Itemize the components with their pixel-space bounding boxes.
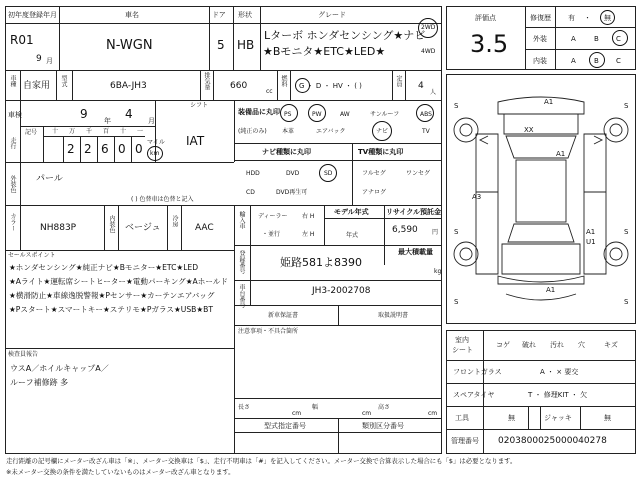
s-mark: S bbox=[624, 102, 629, 110]
damage-mark: A1 bbox=[544, 98, 554, 106]
damage-mark: A1 bbox=[556, 150, 566, 158]
recycle-unit: 円 bbox=[432, 229, 439, 236]
management-number: 0203800025000040278 bbox=[498, 436, 607, 446]
mileage-digit: 2 bbox=[67, 142, 75, 156]
model-label: 型式 bbox=[60, 75, 67, 87]
drive-4wd: 4WD bbox=[421, 48, 436, 55]
height-unit: cm bbox=[428, 410, 438, 417]
mileage-row-line bbox=[43, 136, 145, 137]
s-mark: S bbox=[454, 228, 459, 236]
first-reg-label: 初年度登録年月 bbox=[8, 11, 57, 19]
inspection-month: 4 bbox=[125, 107, 133, 121]
equipment-item: 本革 bbox=[282, 128, 295, 135]
fuel-label: 燃料 bbox=[280, 75, 287, 87]
navi-item: CD bbox=[246, 189, 255, 196]
tv-item: アナログ bbox=[362, 189, 387, 196]
exterior-grade-label: 外装 bbox=[533, 35, 547, 43]
mile-label: マイル bbox=[147, 139, 165, 146]
first-reg-month-unit: 月 bbox=[46, 57, 53, 65]
equipment-circle bbox=[308, 104, 326, 122]
tv-header: TV種類に丸印 bbox=[358, 148, 404, 156]
grade-line-2: ★Bモニタ★ETC★LED★ bbox=[263, 45, 386, 58]
seat-item: キズ bbox=[604, 341, 618, 349]
import-label: 輸入車 bbox=[238, 211, 245, 229]
equipment-item: PS bbox=[284, 111, 292, 118]
model-year-label: モデル年式 bbox=[334, 208, 369, 216]
navi-item: DVD bbox=[286, 170, 300, 177]
seat-item: 汚れ bbox=[550, 341, 564, 349]
mileage-divider bbox=[131, 136, 132, 162]
color-code-label: カラー bbox=[9, 213, 16, 231]
equipment-item: AW bbox=[340, 111, 350, 118]
equipment-circle bbox=[416, 104, 434, 122]
mileage-digit: 0 bbox=[118, 142, 126, 156]
inspector-line: ルーフ補修跡 多 bbox=[10, 378, 69, 387]
width-label: 幅 bbox=[312, 404, 319, 411]
navi-item: DVD再生可 bbox=[276, 189, 308, 196]
seat-label-1: 室内 bbox=[455, 336, 469, 344]
mileage-unit-label: 万 bbox=[69, 128, 76, 135]
navi-item: SD bbox=[324, 170, 333, 177]
import-parallel: ・並行 bbox=[262, 231, 281, 238]
repair-no: 無 bbox=[604, 14, 611, 22]
equipment-item: PW bbox=[312, 111, 322, 118]
capacity-unit: 人 bbox=[430, 89, 437, 96]
footer-note-1: 走行距離の記号欄にメーター改ざん車は「※」、メーター交換車は「$」、走行不明車は「#」を記入してください。メーター交換で合算表示した場合にも「$」は必要となります。 bbox=[6, 457, 517, 465]
damage-mark: U1 bbox=[586, 238, 596, 246]
model-year-unit: 年式 bbox=[346, 232, 359, 239]
inspector-line: ウスA／ホイルキャップA／ bbox=[10, 364, 109, 373]
max-load-label: 最大積載量 bbox=[398, 248, 433, 256]
repair-yes: 有 bbox=[568, 14, 575, 22]
shape-label: 形状 bbox=[238, 11, 252, 19]
length-label: 長さ bbox=[238, 404, 251, 411]
mileage-digit: 6 bbox=[101, 142, 109, 156]
inspection-year-unit: 年 bbox=[104, 117, 111, 125]
navi-sd-circle bbox=[319, 164, 337, 182]
windshield-label: フロントガラス bbox=[453, 368, 502, 376]
grade-label: グレード bbox=[318, 11, 346, 19]
evaluation-score: 3.5 bbox=[470, 30, 509, 58]
shift-type: IAT bbox=[186, 134, 205, 148]
mileage-unit-label: 十 bbox=[120, 128, 127, 135]
km-unit: km bbox=[150, 150, 160, 157]
interior-color-label: 内装色 bbox=[108, 215, 115, 233]
sales-point-line: ★ホンダセンシング★純正ナビ★Bモニター★ETC★LED bbox=[9, 263, 199, 272]
equipment-item: ナビ bbox=[376, 128, 389, 135]
damage-mark: XX bbox=[524, 126, 534, 134]
grade-line-1: Lターボ ホンダセンシング★ナビ bbox=[264, 29, 426, 42]
mileage-note-label: 記号 bbox=[25, 129, 38, 136]
mileage-digit: 0 bbox=[135, 142, 143, 156]
class-number-label: 類別区分番号 bbox=[362, 422, 404, 430]
displacement-value: 660 bbox=[230, 81, 248, 91]
model-code: 6BA-JH3 bbox=[110, 81, 147, 91]
import-dealer: ディーラー bbox=[258, 213, 288, 220]
recycle-label: リサイクル預託金 bbox=[386, 208, 442, 216]
equipment-sub: (純正のみ) bbox=[238, 128, 267, 135]
exterior-grade-circle bbox=[612, 30, 628, 46]
inspection-label: 車検 bbox=[8, 111, 22, 119]
import-left-hand: 左 H bbox=[302, 231, 315, 238]
exterior-grade-option: C bbox=[616, 35, 621, 43]
interior-color: ベージュ bbox=[125, 223, 161, 233]
fuel-options: G ・ D ・ HV ・ ( ) bbox=[299, 82, 362, 90]
s-mark: S bbox=[454, 102, 459, 110]
displacement-label: 排気量 bbox=[203, 72, 210, 90]
s-mark: S bbox=[624, 298, 629, 306]
drive-2wd: 2WD bbox=[421, 24, 436, 31]
equipment-item: サンルーフ bbox=[370, 111, 400, 118]
interior-grade-circle bbox=[589, 52, 605, 68]
equipment-item: TV bbox=[422, 128, 430, 135]
interior-grade-option: C bbox=[616, 57, 621, 65]
damage-mark: A1 bbox=[586, 228, 596, 236]
tools-label: 工具 bbox=[455, 414, 469, 422]
license-plate: 姫路581よ8390 bbox=[280, 256, 362, 269]
windshield-options: A ・ × 要交 bbox=[540, 368, 579, 376]
spare-tire-label: スペアタイヤ bbox=[453, 391, 495, 399]
damage-mark: A3 bbox=[472, 193, 482, 201]
score-label: 評価点 bbox=[475, 14, 496, 22]
car-type-label: 車種 bbox=[9, 75, 16, 87]
repair-history-label: 修復歴 bbox=[530, 14, 551, 22]
sales-points-label: セールスポイント bbox=[8, 252, 56, 259]
capacity-label: 定員 bbox=[395, 75, 402, 87]
color-change-note: ( ) 色替車は色替と記入 bbox=[131, 196, 194, 203]
damage-mark: A1 bbox=[546, 286, 556, 294]
sales-point-line: ★Aライト★運転席シートヒーター★電動パーキング★Aホールド bbox=[9, 277, 228, 286]
inspection-year: 9 bbox=[80, 107, 88, 121]
exterior-color-label: 外装色 bbox=[9, 175, 16, 193]
equipment-item: ABS bbox=[420, 111, 432, 118]
equipment-label: 装備品に丸印 bbox=[238, 108, 280, 116]
car-name: N-WGN bbox=[106, 38, 153, 53]
tv-item: フルセグ bbox=[362, 170, 386, 177]
first-reg-month: 9 bbox=[36, 54, 42, 64]
equipment-circle bbox=[280, 104, 298, 122]
car-name-label: 車名 bbox=[125, 11, 139, 19]
body-shape: HB bbox=[237, 38, 255, 52]
sales-point-line: ★Pスタート★スマートキー★ステリモ★Pガラス★USB★BT bbox=[9, 305, 214, 314]
exterior-grade-option: A bbox=[571, 35, 576, 43]
equipment-item: エアバック bbox=[316, 128, 346, 135]
exterior-color: パール bbox=[36, 174, 63, 184]
interior-grade-label: 内装 bbox=[533, 57, 547, 65]
jack-label: ジャッキ bbox=[544, 414, 572, 422]
exterior-grade-option: B bbox=[594, 35, 599, 43]
mileage-unit-label: 百 bbox=[103, 128, 110, 135]
navi-header: ナビ種類に丸印 bbox=[262, 148, 311, 156]
seat-label-2: シート bbox=[452, 346, 473, 354]
mileage-divider bbox=[63, 136, 64, 162]
door-label: ドア bbox=[212, 11, 226, 19]
vin-label: 車台番号 bbox=[238, 284, 245, 308]
notes-label: 注意事項・不具合箇所 bbox=[238, 328, 299, 335]
inspection-month-unit: 月 bbox=[148, 117, 155, 125]
s-mark: S bbox=[454, 298, 459, 306]
seat-item: コゲ bbox=[496, 341, 510, 349]
mileage-label: 走行 bbox=[9, 137, 16, 149]
width-unit: cm bbox=[362, 410, 372, 417]
mileage-divider bbox=[114, 136, 115, 162]
seat-item: 穴 bbox=[578, 341, 585, 349]
ac-type: AAC bbox=[195, 223, 214, 233]
registration-label: 登録番号 bbox=[238, 250, 245, 274]
tv-item: ワンセグ bbox=[406, 170, 431, 177]
shift-label: シフト bbox=[190, 102, 209, 109]
management-label: 管理番号 bbox=[451, 437, 479, 445]
type-designation-label: 型式指定番号 bbox=[264, 422, 306, 430]
spare-tire-options: T ・ 修理KIT ・ 欠 bbox=[528, 391, 588, 399]
interior-grade-option: A bbox=[571, 57, 576, 65]
mileage-divider bbox=[97, 136, 98, 162]
owner-manual: 取扱説明書 bbox=[378, 312, 409, 319]
import-right-hand: 右 H bbox=[302, 213, 315, 220]
mileage-divider bbox=[80, 136, 81, 162]
color-code: NH883P bbox=[40, 223, 77, 233]
jack-value: 無 bbox=[604, 414, 611, 422]
recycle-fee: 6,590 bbox=[392, 225, 418, 235]
mileage-unit-label: 一 bbox=[137, 128, 144, 135]
navi-item: HDD bbox=[246, 170, 260, 177]
inspector-label: 検査員報告 bbox=[8, 351, 39, 358]
vin-number: JH3-2002708 bbox=[312, 286, 371, 296]
capacity-value: 4 bbox=[418, 81, 424, 91]
door-count: 5 bbox=[217, 38, 225, 52]
mileage-unit-label: 千 bbox=[86, 128, 93, 135]
new-car-warranty: 新車保証書 bbox=[268, 312, 299, 319]
ac-label: 冷房 bbox=[171, 215, 178, 227]
sales-point-line: ★横滑防止★車線逸脱警報★Pセンサー★カーテンエアバッグ bbox=[9, 291, 215, 300]
max-load-unit: kg bbox=[434, 268, 442, 275]
first-reg-era: R01 bbox=[10, 33, 34, 47]
cc-unit: cc bbox=[266, 88, 273, 95]
s-mark: S bbox=[624, 228, 629, 236]
mileage-digit: 2 bbox=[84, 142, 92, 156]
length-unit: cm bbox=[292, 410, 302, 417]
interior-grade-option: B bbox=[594, 57, 599, 65]
car-diagram bbox=[446, 74, 636, 324]
repair-sep: ・ bbox=[584, 14, 591, 22]
mileage-unit-label: 十 bbox=[52, 128, 59, 135]
car-usage: 自家用 bbox=[23, 81, 51, 91]
height-label: 高さ bbox=[378, 404, 391, 411]
footer-note-2: ※未メーター交換の条件を満たしていないものはメーター改ざん車となります。 bbox=[6, 468, 235, 476]
seat-item: 破れ bbox=[522, 341, 536, 349]
equipment-circle bbox=[372, 121, 392, 141]
tools-value: 無 bbox=[508, 414, 515, 422]
